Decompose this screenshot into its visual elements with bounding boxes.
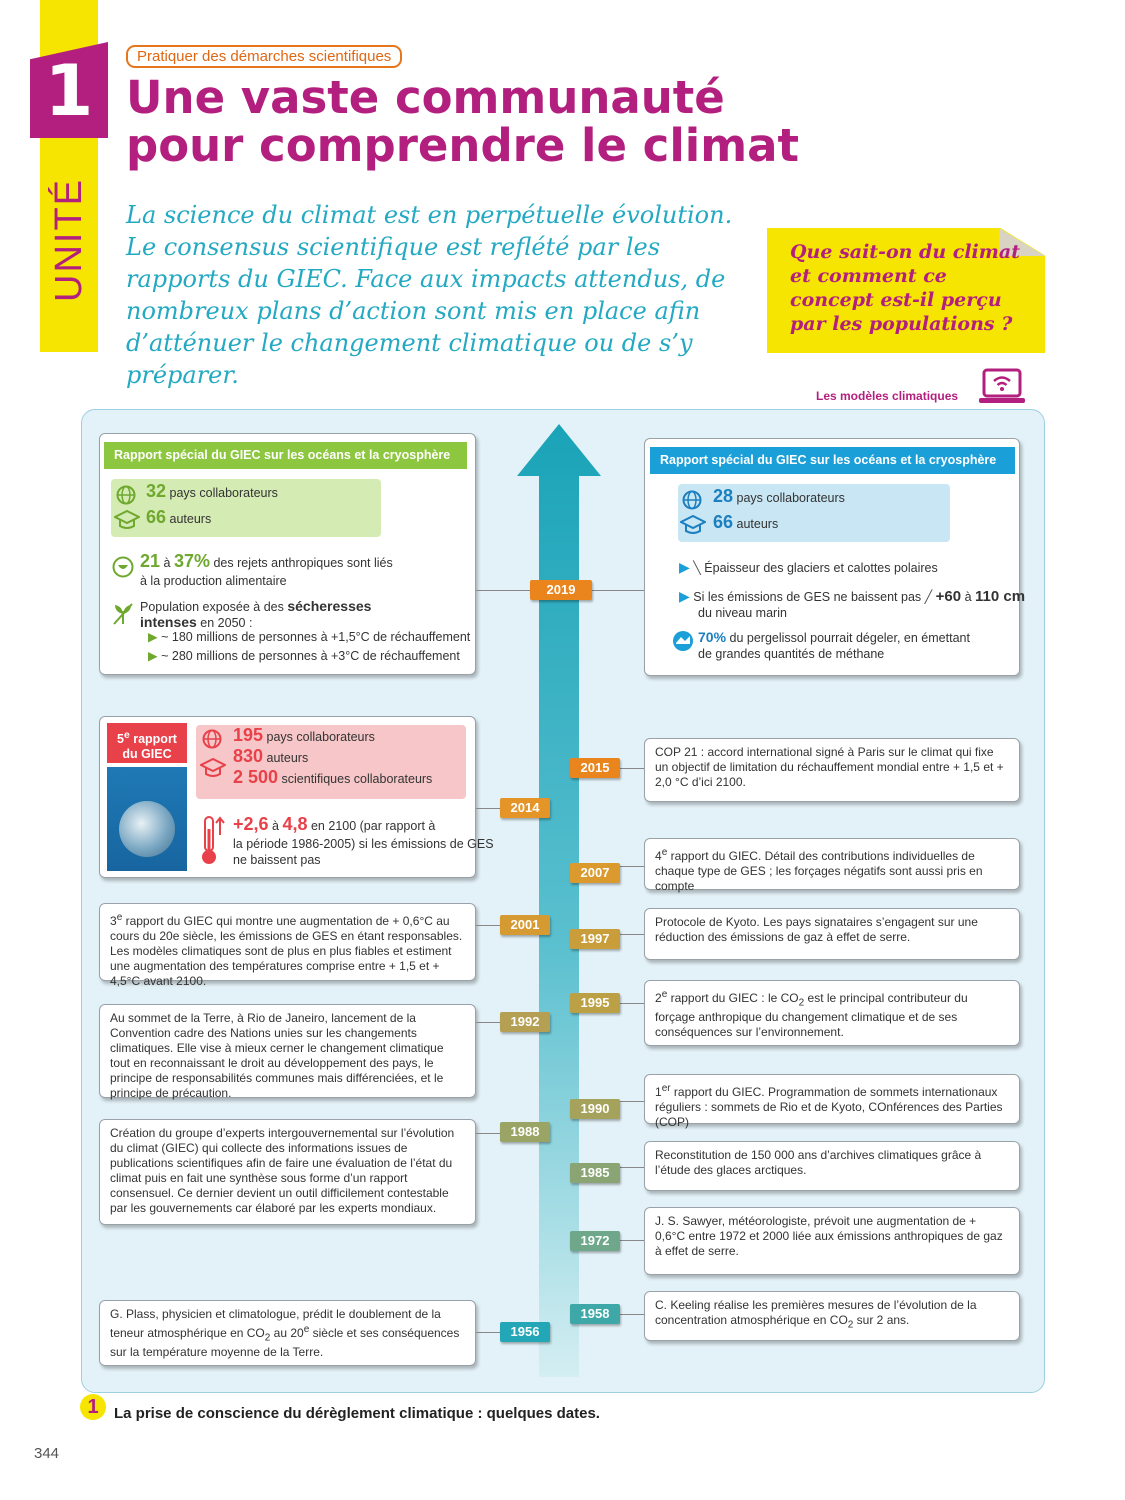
globe-icon [116, 485, 136, 505]
connector [620, 1003, 644, 1004]
special-report-right-header: Rapport spécial du GIEC sur les océans et la cryosphère [650, 447, 1015, 474]
drought-item-1-text: ~ 180 millions de personnes à +1,5°C de réchauffement [161, 630, 471, 644]
authors-label-right: auteurs [736, 517, 779, 531]
title-line-2: pour comprendre le climat [126, 119, 799, 172]
sea-sep: à [964, 590, 972, 604]
drought-title [140, 599, 371, 615]
date-2019: 2019 [530, 580, 592, 600]
drought-text-2: en 2050 : [200, 616, 253, 630]
laptop-wifi-icon[interactable] [978, 367, 1026, 407]
connector [620, 768, 644, 769]
event-1958-text-1: C. Keeling réalise les premières mesures de l’évolution de la concentration atmosphérique en CO [655, 1298, 977, 1327]
graduation-cap-icon [200, 757, 226, 779]
connector [476, 1332, 500, 1333]
connector [476, 925, 500, 926]
date-1988: 1988 [500, 1122, 550, 1142]
unit-word: UNITÉ [48, 178, 90, 302]
date-2007: 2007 [570, 863, 620, 883]
event-1995-num: 2 [655, 991, 662, 1005]
event-2001-num: 3 [110, 914, 117, 928]
drought-title-2 [140, 615, 252, 631]
permafrost-pct: 70% [698, 629, 727, 645]
event-1990-card [644, 1074, 1020, 1129]
authors-label: auteurs [169, 512, 212, 526]
globe-icon [682, 490, 702, 510]
ar5-temp-text-1: en 2100 (par rapport à [310, 819, 436, 833]
special-report-left-card [99, 433, 476, 675]
event-1956-sup: e [303, 1324, 310, 1335]
event-1956-text-2: au 20 [270, 1326, 304, 1340]
question-text: Que sait-on du climat et comment ce concept est-il perçu par les populations ? [790, 241, 1020, 335]
graduation-cap-icon [680, 514, 706, 536]
bullet-triangle-icon: ▶ [679, 559, 690, 575]
countries-stat-right [713, 486, 845, 506]
ar5-scientists [233, 767, 433, 787]
bullet-triangle-icon: ▶ [148, 630, 158, 644]
date-1985: 1985 [570, 1163, 620, 1183]
event-1956-card [99, 1300, 476, 1366]
special-report-left-header: Rapport spécial du GIEC sur les océans et la cryosphère [104, 442, 467, 469]
page-number: 344 [34, 1445, 60, 1462]
authors-stat-right [713, 512, 779, 532]
event-1985-text: Reconstitution de 150 000 ans d’archives climatiques grâce à l’étude des glaces arctiques. [655, 1148, 982, 1177]
connector [620, 866, 644, 867]
event-2015-card [644, 738, 1020, 802]
ar5-countries-number: 195 [233, 725, 264, 745]
event-1995-text-1: rapport du GIEC : le CO [667, 991, 799, 1005]
drought-item-1 [148, 630, 470, 645]
drought-em-1: sécheresses [287, 598, 372, 614]
food-range-b: 37% [173, 551, 210, 571]
ar5-countries [233, 725, 375, 745]
event-1972-card [644, 1207, 1020, 1275]
event-1988-card [99, 1119, 476, 1225]
connector [620, 1167, 644, 1168]
page-title [126, 71, 826, 172]
ar5-countries-label: pays collaborateurs [266, 730, 375, 744]
ar5-temp-a: +2,6 [233, 814, 269, 834]
event-1995-sub: 2 [798, 997, 805, 1009]
permafrost-text-1: du pergelissol pourrait dégeler, en émettant [729, 631, 970, 645]
ar5-authors-number: 830 [233, 746, 264, 766]
ar5-report-cover [107, 767, 187, 871]
event-1990-sup: er [661, 1083, 671, 1094]
date-1956: 1956 [500, 1322, 550, 1342]
figure-caption: La prise de conscience du dérèglement climatique : quelques dates. [114, 1405, 600, 1422]
countries-stat [146, 481, 278, 501]
event-1997-card [644, 908, 1020, 960]
event-1990-num: 1 [655, 1085, 662, 1099]
permafrost-icon [672, 630, 694, 652]
event-2007-card [644, 838, 1020, 893]
event-1958-card [644, 1291, 1020, 1341]
resource-link-label[interactable]: Les modèles climatiques [816, 389, 959, 403]
drought-plant-icon [112, 602, 134, 626]
sea-value-b: 110 cm [975, 588, 1026, 605]
bullet-triangle-icon: ▶ [148, 649, 158, 663]
event-2007-sup: e [661, 847, 668, 858]
food-text-1: des rejets anthropiques sont liés [213, 556, 393, 570]
date-1958: 1958 [570, 1304, 620, 1324]
event-1995-card [644, 980, 1020, 1046]
ar5-temp-text-3: ne baissent pas [233, 853, 321, 867]
ar5-temp-text-2: la période 1986-2005) si les émissions de GES [233, 837, 494, 851]
countries-label-right: pays collaborateurs [736, 491, 845, 505]
ar5-label [107, 723, 187, 763]
drought-item-2-text: ~ 280 millions de personnes à +3°C de réchauffement [161, 649, 460, 663]
ar5-scientists-number: 2 500 [233, 767, 279, 787]
ar5-label-number: 5 [117, 732, 124, 747]
connector [476, 1133, 500, 1134]
food-text-2: à la production alimentaire [140, 574, 287, 588]
figure-number: 1 [80, 1394, 106, 1420]
ar5-temp-b: 4,8 [282, 814, 308, 834]
ar5-label-line-2: du GIEC [122, 747, 172, 762]
date-1990: 1990 [570, 1099, 620, 1119]
event-2001-card [99, 903, 476, 988]
date-1997: 1997 [570, 929, 620, 949]
sea-text-1: Si les émissions de GES ne baissent pas [693, 590, 922, 604]
event-1956-sub: 2 [264, 1332, 271, 1344]
ar5-temp [233, 814, 436, 834]
bullet-triangle-icon: ▶ [679, 588, 690, 604]
title-line-1: Une vaste communauté [126, 71, 725, 124]
connector [476, 808, 500, 809]
date-2015: 2015 [570, 758, 620, 778]
date-1992: 1992 [500, 1012, 550, 1032]
event-1995-text-2: est le principal contributeur du forçage anthropique du changement climatique et de ses conséquences sur l’environnement. [655, 991, 968, 1040]
event-1972-text: J. S. Sawyer, météorologiste, prévoit une augmentation de + 0,6°C entre 1972 et 2000 liée aux émissions anthropiques de gaz à effet de serre. [655, 1214, 1003, 1258]
event-1956-text-3: siècle et ses conséquences sur la température moyenne de la Terre. [110, 1326, 460, 1360]
authors-number-right: 66 [713, 512, 734, 532]
event-1990-text: rapport du GIEC. Programmation de sommets internationaux réguliers : sommets de Rio et de Kyoto, COnférences des Parties (COP) [655, 1085, 1003, 1129]
event-1988-text: Création du groupe d’experts intergouvernemental sur l’évolution du climat (GIEC) qui collecte des informations issues de publications scientifiques afin de faire une évaluation de l’état du climat puis en fait une synthèse sous forme d’un rapport consensuel. Ce dernier devient un outil difficilement contestable par les gouvernements car élaboré par les experts mondiaux. [110, 1126, 455, 1215]
event-1958-text-2: sur 2 ans. [853, 1313, 910, 1327]
countries-number: 32 [146, 481, 167, 501]
ar5-authors-label: auteurs [266, 751, 309, 765]
connector [620, 1101, 644, 1102]
ar5-label-rest: rapport [129, 732, 177, 747]
intro-text: La science du climat est en perpétuelle évolution. Le consensus scientifique est reflété par les rapports du GIEC. Face aux impacts attendus, de nombreux plans d’action sont mis en place afin d’atténuer le changement climatique ou de s’y préparer. [126, 201, 733, 389]
ar5-scientists-label: scientifiques collaborateurs [281, 772, 433, 786]
event-2007-num: 4 [655, 849, 662, 863]
authors-stat [146, 507, 212, 527]
connector [620, 1240, 644, 1241]
food-range-sep: à [163, 556, 171, 570]
globe-icon [202, 729, 222, 749]
connector [620, 934, 644, 935]
glaciers-text: Épaisseur des glaciers et calottes polaires [704, 561, 938, 575]
cover-globe-image [119, 801, 175, 857]
event-1997-text: Protocole de Kyoto. Les pays signataires s’engagent sur une réduction des émissions de gaz à effet de serre. [655, 915, 978, 944]
ar5-temp-sep: à [272, 819, 279, 833]
connector [476, 1022, 500, 1023]
connector [620, 1314, 644, 1315]
sea-text-2: du niveau marin [698, 606, 787, 620]
event-1992-text: Au sommet de la Terre, à Rio de Janeiro, lancement de la Convention cadre des Nations unies sur les changements climatiques. Elle vise à mieux cerner le changement climatique tout en reconnaissant le droit au développement des pays, le principe de responsabilités communes mais différenciées, et le principe de précaution. [110, 1011, 444, 1100]
date-2001: 2001 [500, 915, 550, 935]
event-1995-sup: e [661, 989, 668, 1000]
event-2007-text: rapport du GIEC. Détail des contributions individuelles de chaque type de GES ; les forçages négatifs sont aussi pris en compte [655, 849, 983, 893]
date-1972: 1972 [570, 1231, 620, 1251]
food-range-a: 21 [140, 551, 161, 571]
ar5-authors [233, 746, 309, 766]
unit-number: 1 [44, 50, 94, 132]
sea-level-stat [679, 589, 1025, 605]
graduation-cap-icon [114, 509, 140, 531]
sea-value-a: +60 [935, 588, 962, 605]
permafrost-text-2: de grandes quantités de méthane [698, 647, 885, 661]
event-1956-text-1: G. Plass, physicien et climatologue, prédit le doublement de la teneur atmosphérique en CO [110, 1307, 441, 1340]
countries-number-right: 28 [713, 486, 734, 506]
special-report-right-card [644, 438, 1026, 676]
ar5-label-sup: e [123, 730, 130, 741]
permafrost-stat [698, 630, 970, 646]
event-2001-text: rapport du GIEC qui montre une augmentation de + 0,6°C au cours du 20e siècle, les émissions de GES en étant responsables. Les modèles climatiques sont de plus en plus fiables et estiment une augmentation des températures comprise entre + 1,5 et + 4,5°C avant 2100. [110, 914, 463, 988]
thermometer-icon [199, 815, 225, 867]
food-clock-icon [112, 556, 134, 578]
drought-text-1: Population exposée à des [140, 600, 284, 614]
event-1985-card [644, 1141, 1020, 1191]
drought-item-2 [148, 649, 460, 664]
authors-number: 66 [146, 507, 167, 527]
skill-tag: Pratiquer des démarches scientifiques [126, 45, 402, 68]
ar5-label-line-1 [107, 728, 187, 747]
countries-label: pays collaborateurs [169, 486, 278, 500]
event-2001-sup: e [116, 912, 123, 923]
event-1992-card [99, 1004, 476, 1098]
ar5-card [99, 716, 494, 878]
glaciers-stat [679, 560, 938, 576]
arrow-down-icon: ╲ [693, 561, 701, 575]
arrow-up-icon: ╱ [924, 590, 933, 604]
event-1958-sub: 2 [847, 1319, 854, 1331]
event-2015-text: COP 21 : accord international signé à Paris sur le climat qui fixe un objectif de limitation du réchauffement mondial entre + 1,5 et + 2,0 °C d’ici 2100. [655, 745, 1004, 789]
date-2014: 2014 [500, 798, 550, 818]
drought-em-2: intenses [140, 614, 197, 630]
date-1995: 1995 [570, 993, 620, 1013]
food-stat [140, 551, 393, 571]
